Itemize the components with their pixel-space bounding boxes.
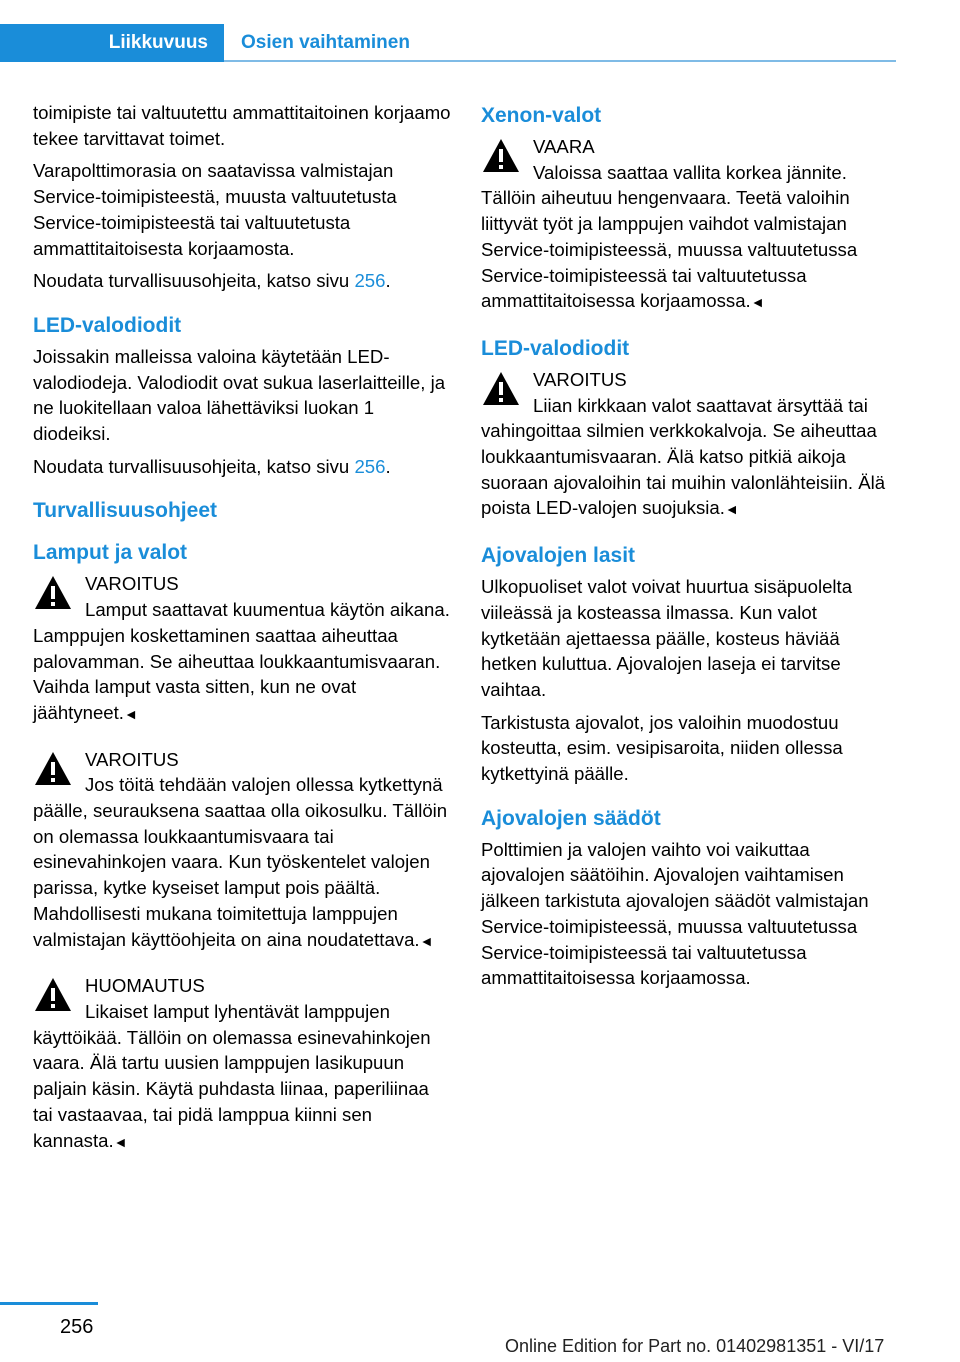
warning-text: Likaiset lamput lyhentävät lamppujen käyttöikää. Tällöin on olemassa esinevahinkojen vaara. Älä tartu uusien lamppujen lasikupuun paljain käsin. Käytä puhdasta liinaa, paperiliinaa tai vastaavaa, tai pidä lamppua kiinni sen kannasta.	[33, 1000, 431, 1151]
warning-title: VAROITUS	[533, 368, 627, 390]
tab-liikkuvuus-label: Liikkuvuus	[108, 32, 208, 53]
page-number: 256	[60, 1316, 94, 1338]
edition-footer: Online Edition for Part no. 01402981351 - VI/17	[505, 1336, 885, 1356]
warning-triangle-icon	[481, 136, 521, 180]
section-heading: Ajovalojen säädöt	[481, 806, 661, 830]
warning-block	[33, 571, 451, 727]
warning-text: Liian kirkkaan valot saattavat ärsyttää tai vahingoittaa silmien verkkokalvoja. Se aiheuttaa loukkaantumisvaaran. Älä katso pitkiä aikoja suoraan ajovaloihin tai muihin valonlähteisiin. Älä poista LED-valojen suojuksia.	[481, 394, 886, 519]
warning-triangle-icon	[33, 573, 73, 617]
warning-title: VAARA	[533, 136, 595, 157]
text: Noudata turvallisuusohjeita, katso sivu	[33, 455, 355, 477]
warning-block	[481, 134, 896, 316]
section-heading: Ajovalojen lasit	[481, 544, 636, 568]
warning-block	[33, 747, 451, 955]
tab-liikkuvuus[interactable]	[0, 24, 224, 62]
end-mark-icon: ◄	[419, 932, 434, 949]
warning-title: HUOMAUTUS	[85, 975, 205, 997]
warning-title: VAROITUS	[85, 573, 179, 595]
end-mark-icon: ◄	[724, 501, 739, 518]
warning-block	[481, 367, 896, 523]
page-number-rule	[0, 1302, 98, 1305]
tab-osien-vaihtaminen-label: Osien vaihtaminen	[241, 32, 410, 53]
page-link[interactable]: 256	[354, 455, 386, 477]
section-heading: Xenon-valot	[481, 104, 602, 127]
section-heading: LED-valodiodit	[481, 336, 630, 360]
paragraph: Joissakin malleissa valoina käytetään LED-valodiodeja. Valodiodit ovat sukua laserlaitteille, ja ne luokitellaan valoa lähettäviksi luokan 1 diodeiksi.	[33, 345, 446, 445]
end-mark-icon: ◄	[123, 705, 138, 722]
end-mark-icon: ◄	[750, 294, 765, 311]
left-column	[33, 100, 451, 1174]
section-heading: Turvallisuusohjeet	[33, 499, 217, 523]
paragraph: Polttimien ja valojen vaihto voi vaikuttaa ajovalojen säätöihin. Ajovalojen vaihtamisen jälkeen tarkistuta ajovalojen säädöt valmistajan Service-toimipisteessä, muussa valtuutetussa Service-toimipisteessä tai valtuutetussa ammattitaitoisessa korjaamossa.	[481, 838, 869, 989]
text: .	[385, 270, 391, 292]
header-rule	[224, 60, 896, 62]
warning-triangle-icon	[33, 975, 73, 1019]
warning-text: Valoissa saattaa vallita korkea jännite. Tällöin aiheutuu hengenvaara. Teetä valoihin liittyvät työt ja lamppujen vaihdot valmistajan Service-toimipisteessä, muussa valtuutetussa Service-toimipisteessä tai valtuutetussa ammattitaitoisessa korjaamossa.	[481, 161, 858, 312]
paragraph: Varapolttimorasia on saatavissa valmistajan Service-toimipisteestä, muusta valtuutetusta Service-toimipisteestä tai valtuutetusta ammattitaitoisesta korjaamosta.	[33, 160, 397, 259]
end-mark-icon: ◄	[113, 1133, 128, 1150]
page-link[interactable]: 256	[354, 270, 386, 292]
chapter-tabs	[0, 24, 896, 62]
tab-osien-vaihtaminen[interactable]	[241, 24, 410, 62]
paragraph	[33, 454, 451, 480]
warning-block	[33, 973, 451, 1155]
text: .	[385, 455, 391, 477]
text: Noudata turvallisuusohjeita, katso sivu	[33, 270, 355, 292]
paragraph	[33, 268, 451, 294]
paragraph: Tarkistusta ajovalot, jos valoihin muodostuu kosteutta, esim. vesipisaroita, niiden ollessa kytkettyinä päälle.	[481, 711, 843, 785]
subsection-heading: Lamput ja valot	[33, 541, 188, 565]
warning-text: Lamput saattavat kuumentua käytön aikana. Lamppujen koskettaminen saattaa aiheuttaa palovamman. Se aiheuttaa loukkaantumisvaaran. Vaihda lamput vasta sitten, kun ne ovat jäähtyneet.	[33, 599, 450, 723]
warning-triangle-icon	[481, 369, 521, 413]
warning-text: Jos töitä tehdään valojen ollessa kytkettynä päälle, seurauksena saattaa olla oikosulku. Tällöin on olemassa loukkaantumisvaara tai esinevahinkojen vaara. Kun työskentelet valojen parissa, kytke kyseiset lamput pois päältä. Mahdollisesti mukana toimitettuja lamppujen valmistajan käyttöohjeita on aina noudatettava.	[33, 774, 448, 950]
section-heading: LED-valodiodit	[33, 313, 182, 337]
right-column	[481, 100, 896, 998]
paragraph: toimipiste tai valtuutettu ammattitaitoinen korjaamo tekee tarvittavat toimet.	[33, 102, 451, 149]
paragraph: Ulkopuoliset valot voivat huurtua sisäpuolelta viileässä ja kosteassa ilmassa. Kun valot kytketään ajettaessa päälle, kosteus häviää hetken kuluttua. Ajovalojen laseja ei tarvitse vaihtaa.	[481, 576, 853, 700]
warning-title: VAROITUS	[85, 748, 179, 770]
warning-triangle-icon	[33, 749, 73, 793]
